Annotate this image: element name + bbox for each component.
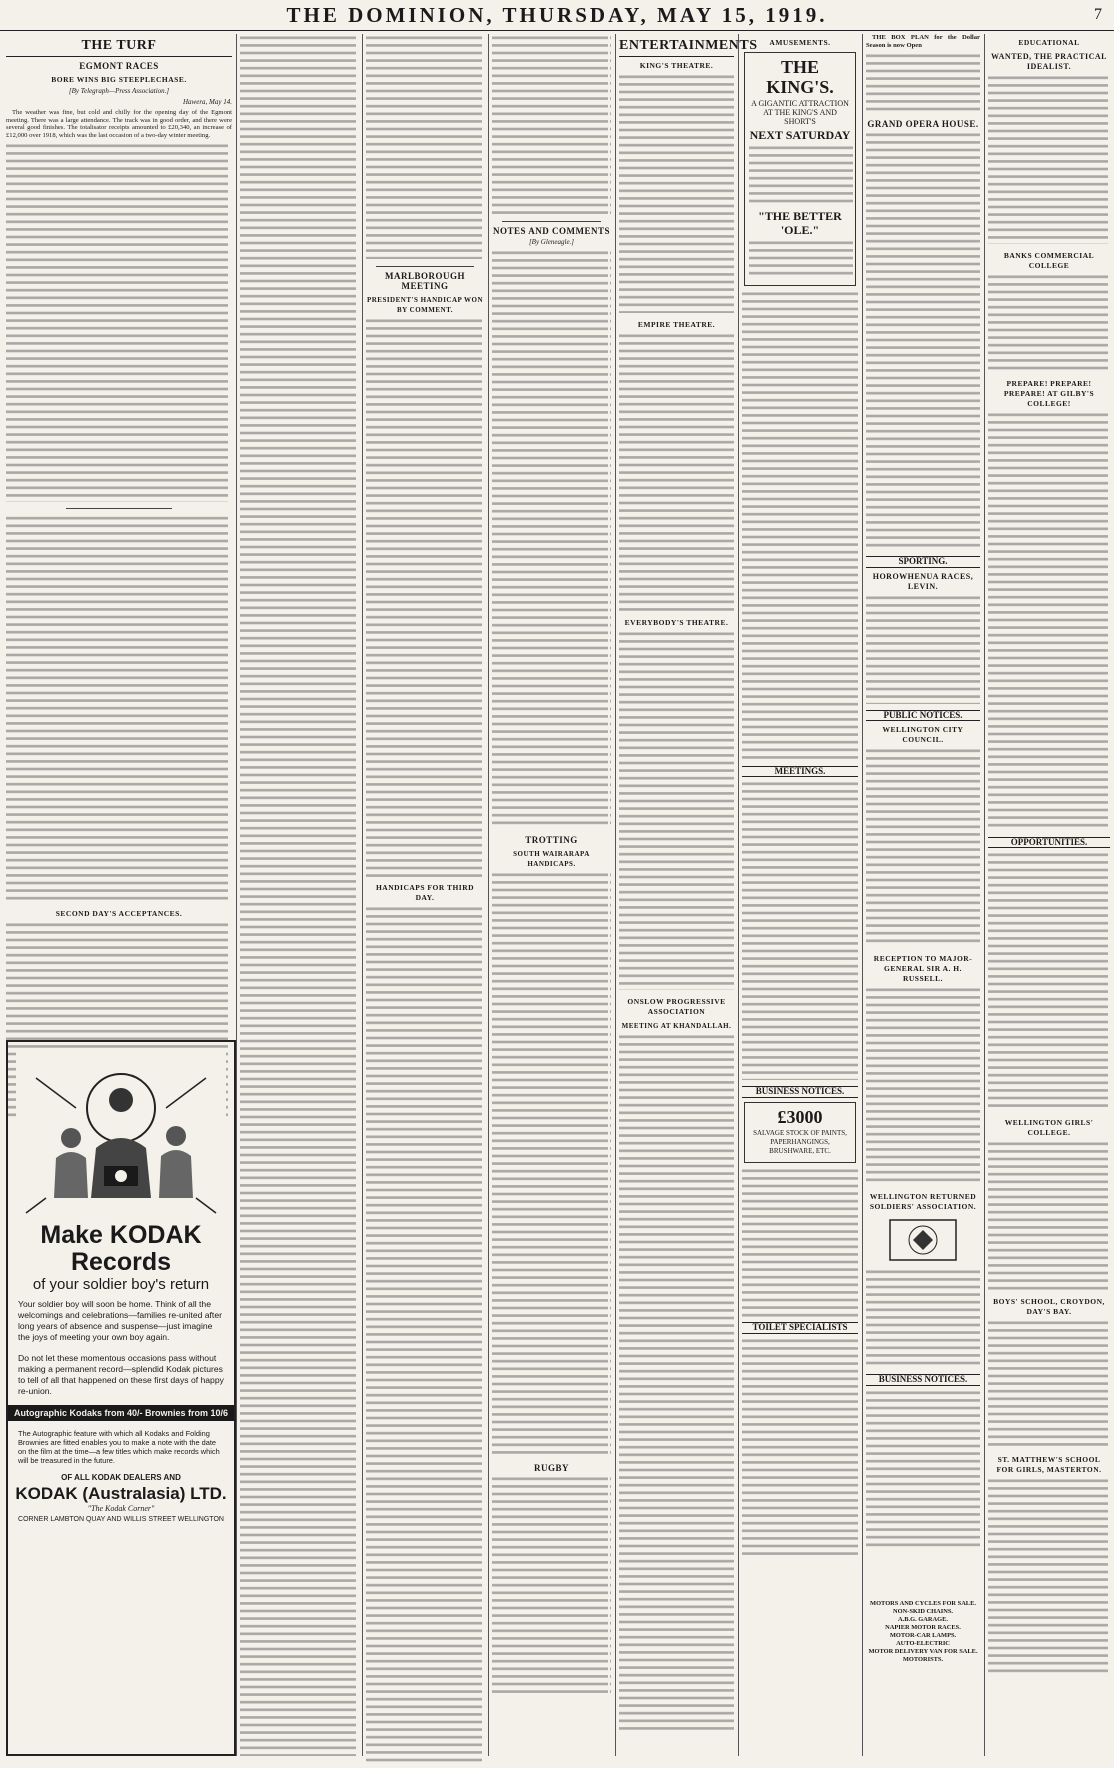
column-rule [236, 34, 237, 1756]
divider [502, 221, 601, 222]
dense-print-texture [749, 239, 853, 279]
byline: [By Telegraph—Press Association.] [68, 87, 170, 95]
article-heading: EGMONT RACES [79, 61, 159, 71]
kodak-address: CORNER LAMBTON QUAY AND WILLIS STREET WELLINGTON [18, 1516, 224, 1523]
article-heading: TROTTING [525, 835, 578, 846]
public-notices-heading: PUBLIC NOTICES. [866, 710, 980, 722]
association-emblem [888, 1218, 958, 1262]
dense-print-texture [619, 332, 734, 612]
column-notices [866, 34, 980, 1756]
article-lead: The weather was fine, but cold and chilly for the opening day of the Egmont meeting. There was a large attendance. The track was in good order, and there were several good finishes. The totalisator receipts amounted to £20,340, an increase of £12,000 over 1918, which was the last occasion of a two-day winter meeting. [6, 109, 232, 139]
dense-print-texture [988, 1140, 1110, 1290]
dense-print-texture [366, 317, 484, 877]
dense-print-texture [619, 1033, 734, 1733]
dense-print-texture [866, 52, 980, 112]
wanted-heading: WANTED, THE PRACTICAL IDEALIST. [991, 52, 1107, 71]
article-heading: RUGBY [533, 1462, 569, 1473]
dense-print-texture [866, 1268, 980, 1368]
kodak-subline: of your soldier boy's return [32, 1276, 210, 1293]
motors-napier: NAPIER MOTOR RACES. [885, 1624, 961, 1631]
column-turf [6, 34, 232, 1034]
section-heading: ENTERTAINMENTS [619, 38, 734, 57]
motors-autoelectric: AUTO-ELECTRIC [896, 1640, 950, 1647]
kodak-advertisement [6, 1040, 236, 1756]
meetings-heading: MEETINGS. [742, 766, 858, 778]
column-results [240, 34, 358, 1756]
section-heading: THE TURF [6, 38, 232, 57]
motors-motorists: MOTORISTS. [902, 1656, 944, 1663]
dense-print-texture [492, 34, 611, 214]
kodak-headline: Make KODAK Records [40, 1221, 202, 1276]
column-rule [362, 34, 363, 1756]
dateline: Hawera, May 14. [183, 98, 232, 106]
column-amusements [742, 34, 858, 1756]
sporting-heading: SPORTING. [866, 556, 980, 568]
dense-print-texture [619, 73, 734, 313]
article-heading: HANDICAPS FOR THIRD DAY. [375, 883, 475, 903]
dense-print-texture [742, 1167, 858, 1317]
column-notes [492, 34, 611, 1756]
dense-print-texture [366, 905, 484, 1765]
kodak-body-2: Do not let these momentous occasions pass without making a permanent record—splendid Kodak pictures to tell of all that happened on these first days of happy re-union. [18, 1353, 224, 1396]
column-marlborough [366, 34, 484, 1756]
dense-print-texture [988, 273, 1110, 373]
business-heading: BUSINESS NOTICES. [742, 1086, 858, 1098]
kings-headline: THE KING'S. [766, 57, 834, 97]
dense-print-texture [366, 34, 484, 259]
article-heading: SECOND DAY'S ACCEPTANCES. [55, 908, 183, 918]
dense-print-texture [749, 144, 853, 204]
dense-print-texture [492, 871, 611, 1456]
soldier-welcome-illustration [16, 1048, 226, 1218]
dense-print-texture [742, 780, 858, 1080]
croydon-school: BOYS' SCHOOL, CROYDON, DAY'S BAY. [993, 1296, 1105, 1316]
dense-print-texture [6, 142, 232, 902]
kodak-price-band: Autographic Kodaks from 40/- Brownies from 10/6 [8, 1405, 234, 1421]
horowhenua-heading: HOROWHENUA RACES, LEVIN. [872, 571, 974, 591]
dense-print-texture [866, 1389, 980, 1549]
kodak-dealers: OF ALL KODAK DEALERS AND [61, 1473, 181, 1482]
article-heading: KING'S THEATRE. [639, 61, 714, 70]
toilet-heading: TOILET SPECIALISTS [742, 1322, 858, 1334]
article-heading: EMPIRE THEATRE. [637, 319, 716, 329]
page-number: 7 [1094, 6, 1102, 23]
dense-print-texture [619, 630, 734, 990]
article-subheading: BORE WINS BIG STEEPLECHASE. [51, 75, 187, 84]
dense-print-texture [866, 747, 980, 947]
opportunities-heading: OPPORTUNITIES. [988, 837, 1110, 849]
motors-abc: A.B.G. GARAGE. [898, 1616, 948, 1623]
masthead [0, 0, 1114, 31]
column-entertainments [619, 34, 758, 1756]
article-subheading: MEETING AT KHANDALLAH. [621, 1021, 732, 1030]
divider [376, 266, 474, 267]
section-heading: AMUSEMENTS. [769, 38, 831, 47]
article-heading: EVERYBODY'S THEATRE. [624, 618, 729, 628]
dense-print-texture [988, 74, 1110, 244]
body-text-block [6, 142, 232, 905]
column-educational [988, 34, 1110, 1756]
wcc-heading: WELLINGTON CITY COUNCIL. [882, 725, 964, 745]
dense-print-texture [742, 290, 858, 760]
girls-college: WELLINGTON GIRLS' COLLEGE. [1004, 1117, 1094, 1137]
business-notices-heading: BUSINESS NOTICES. [866, 1374, 980, 1386]
opera-house-heading: GRAND OPERA HOUSE. [867, 118, 979, 129]
kings-next-saturday: NEXT SATURDAY [749, 128, 851, 142]
dense-print-texture [866, 131, 980, 551]
kodak-company: KODAK (Australasia) LTD. [15, 1484, 227, 1503]
dense-print-texture [988, 1477, 1110, 1677]
returned-soldiers-heading: WELLINGTON RETURNED SOLDIERS' ASSOCIATION. [869, 1192, 977, 1212]
column-rule [862, 34, 863, 1756]
article-heading: NOTES AND COMMENTS [492, 225, 610, 236]
motors-heading: MOTORS AND CYCLES FOR SALE. [870, 1600, 976, 1607]
box-plan-notice: THE BOX PLAN for the Dollar Season is now Open [866, 34, 980, 49]
reception-heading: RECEPTION TO MAJOR-GENERAL SIR A. H. RUSSELL. [873, 953, 973, 983]
dense-print-texture [866, 594, 980, 704]
dense-print-texture [988, 851, 1110, 1111]
motors-headings [866, 1600, 980, 1750]
dense-print-texture [492, 1475, 611, 1695]
sale-amount: £3000 [777, 1106, 823, 1127]
kodak-tagline: "The Kodak Corner" [87, 1504, 155, 1513]
byline: [By Gleneagle.] [528, 237, 575, 246]
kings-theatre-advertisement [744, 52, 856, 286]
salvage-sale-advertisement [744, 1102, 856, 1163]
dense-print-texture [988, 411, 1110, 831]
gilby-college: PREPARE! PREPARE! PREPARE! AT GILBY'S COLLEGE! [1003, 379, 1095, 409]
sale-text: SALVAGE STOCK OF PAINTS, PAPERHANGINGS, BRUSHWARE, ETC. [753, 1128, 847, 1155]
column-rule [984, 34, 985, 1756]
article-heading: ONSLOW PROGRESSIVE ASSOCIATION [627, 996, 726, 1016]
section-heading: EDUCATIONAL [1018, 38, 1080, 47]
masthead-title: THE DOMINION, THURSDAY, MAY 15, 1919. [286, 3, 828, 27]
dense-print-texture [866, 986, 980, 1186]
motors-delivery: MOTOR DELIVERY VAN FOR SALE. [868, 1648, 978, 1655]
dense-print-texture [988, 1319, 1110, 1449]
st-matthews-school: ST. MATTHEW'S SCHOOL FOR GIRLS, MASTERTON. [996, 1455, 1102, 1475]
dense-print-texture [240, 34, 358, 1756]
dense-print-texture [742, 1337, 858, 1557]
kodak-autographic-note: The Autographic feature with which all Kodaks and Folding Brownies are fitted enables you to make a note with the date on the film at the time—a few titles which make records which will be treasured in the future. [18, 1429, 220, 1465]
column-rule [615, 34, 616, 1756]
kings-subline: A GIGANTIC ATTRACTION AT THE KING'S AND SHORT'S [751, 99, 849, 126]
dense-print-texture [492, 249, 611, 829]
kodak-body: Your soldier boy will soon be home. Think of all the welcomings and celebrations—families re-united after long years of absence and suspense—just imagine the joys of meeting your own boy again. [18, 1299, 222, 1342]
banks-college: BANKS COMMERCIAL COLLEGE [1003, 250, 1095, 270]
article-subheading: SOUTH WAIRARAPA HANDICAPS. [513, 850, 590, 869]
article-heading: MARLBOROUGH MEETING [384, 270, 465, 291]
column-rule [488, 34, 489, 1756]
motors-motorcar: MOTOR-CAR LAMPS. [889, 1632, 957, 1639]
motors-nonskid: NON-SKID CHAINS. [892, 1608, 953, 1615]
column-rule [738, 34, 739, 1756]
article-subheading: PRESIDENT'S HANDICAP WON BY COMMENT. [366, 295, 484, 314]
better-ole-title: "THE BETTER 'OLE." [758, 208, 842, 237]
